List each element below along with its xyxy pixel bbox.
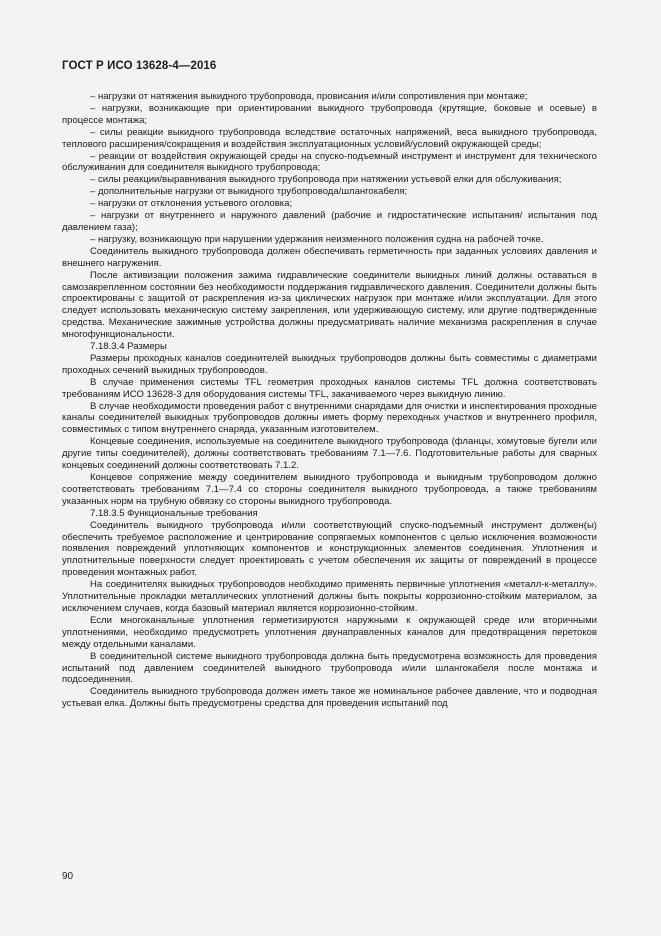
list-item: – нагрузки от отклонения устьевого оголовка; (90, 198, 293, 210)
paragraph: Концевые соединения, используемые на соединителе выкидного трубопровода (фланцы, хомутовые бугели или другие типы соединителей), должны соответствовать требованиям 7.1—7.6. Подготовительные работы для сварных концевых соединений должны соответствовать 7.1.2. (62, 436, 597, 472)
paragraph: Соединитель выкидного трубопровода и/или соответствующий спуско-подъемный инструмент должен(ы) обеспечить требуемое расположение и центрирование сопрягаемых компонентов с целью исключения возможности появления повреждений уплотняющих компонентов и конструкционных элементов соединения. Уплотнения и уплотнительные поверхности следует проектировать с учетом обеспечения их защиты от повреждений в процессе проведения монтажных работ. (62, 519, 597, 579)
paragraph: После активизации положения зажима гидравлические соединители выкидных линий должны оставаться в самозакрепленном состоянии без необходимости поддержания гидравлического давления. Соединители должны быть спроектированы с защитой от раскрепления из-за циклических нагрузок при монтаже и/или эксплуатации. Для этого следует использовать механическую систему закрепления, или удерживающую систему, или другие подтвержденные средства. Механические зажимные устройства должны предусматривать наличие механизма раскрепления в случае многофункциональности. (62, 269, 597, 341)
document-header: ГОСТ Р ИСО 13628-4—2016 (62, 60, 217, 72)
list-item: – силы реакции выкидного трубопровода вследствие остаточных напряжений, веса выкидного трубопровода, теплового расширения/сокращения и воздействия эксплуатационных условий/условий окружающей среды; (62, 126, 597, 150)
paragraph: Концевое сопряжение между соединителем выкидного трубопровода и выкидным трубопроводом должно соответствовать требованиям 7.1—7.4 со стороны соединителя выкидного трубопровода, а также требованиям указанных норм на трубную обвязку со стороны выкидного трубопровода. (62, 472, 597, 507)
body-text (62, 91, 597, 710)
page-number: 90 (62, 871, 74, 882)
section-heading: 7.18.3.5 Функциональные требования (90, 507, 258, 519)
paragraph: Соединитель выкидного трубопровода должен иметь такое же номинальное рабочее давление, что и подводная устьевая елка. Должны быть предусмотрены средства для проведения испытаний под (62, 686, 597, 710)
paragraph: В соединительной системе выкидного трубопровода должна быть предусмотрена возможность для проведения испытаний под давлением соединителей выкидного трубопровода и/или шлангокабеля после монтажа и подсоединения. (62, 650, 597, 686)
list-item: – нагрузку, возникающую при нарушении удержания неизменного положения судна на рабочей точке. (90, 233, 544, 245)
paragraph: Если многоканальные уплотнения герметизируются наружными к окружающей среде или вторичными уплотнениями, необходимо предусмотреть уплотнения двунаправленных каналов для предотвращения перетоков между отдельными каналами. (62, 614, 597, 650)
paragraph: Размеры проходных каналов соединителей выкидных трубопроводов должны быть совместимы с диаметрами проходных сечений выкидных трубопроводов. (62, 352, 597, 376)
paragraph: В случае необходимости проведения работ с внутренними снарядами для очистки и инспектирования проходные каналы соединителей выкидных трубопроводов должны иметь форму переходных участков и внутреннего профиля, совместимых с типом внутреннего снаряда, указанным изготовителем. (62, 400, 597, 436)
list-item: – нагрузки, возникающие при ориентировании выкидного трубопровода (крутящие, боковые и осевые) в процессе монтажа; (62, 102, 597, 126)
section-heading: 7.18.3.4 Размеры (90, 341, 167, 353)
list-item: – нагрузки от внутреннего и наружного давлений (рабочие и гидростатические испытания/ испытания под давлением газа); (62, 210, 597, 233)
list-item: – нагрузки от натяжения выкидного трубопровода, провисания и/или сопротивления при монтаже; (90, 91, 528, 102)
paragraph: В случае применения системы TFL геометрия проходных каналов системы TFL должна соответствовать требованиям ИСО 13628-3 для оборудования системы TFL, закачиваемого через выкидную линию. (62, 376, 597, 400)
paragraph: На соединителях выкидных трубопроводов необходимо применять первичные уплотнения «металл-к-металлу». Уплотнительные прокладки металлических уплотнений должны быть покрыты коррозионно-стойким материалом, за исключением случаев, когда базовый материал является коррозионно-стойким. (62, 579, 597, 614)
list-item: – силы реакции/выравнивания выкидного трубопровода при натяжении устьевой елки для обслуживания; (90, 174, 562, 186)
list-item: – реакции от воздействия окружающей среды на спуско-подъемный инструмент и инструмент для технического обслуживания для соединителя выкидного трубопровода; (62, 150, 597, 174)
list-item: – дополнительные нагрузки от выкидного трубопровода/шлангокабеля; (90, 186, 408, 198)
paragraph: Соединитель выкидного трубопровода должен обеспечивать герметичность при заданных условиях давления и внешнего нагружения. (62, 245, 597, 269)
